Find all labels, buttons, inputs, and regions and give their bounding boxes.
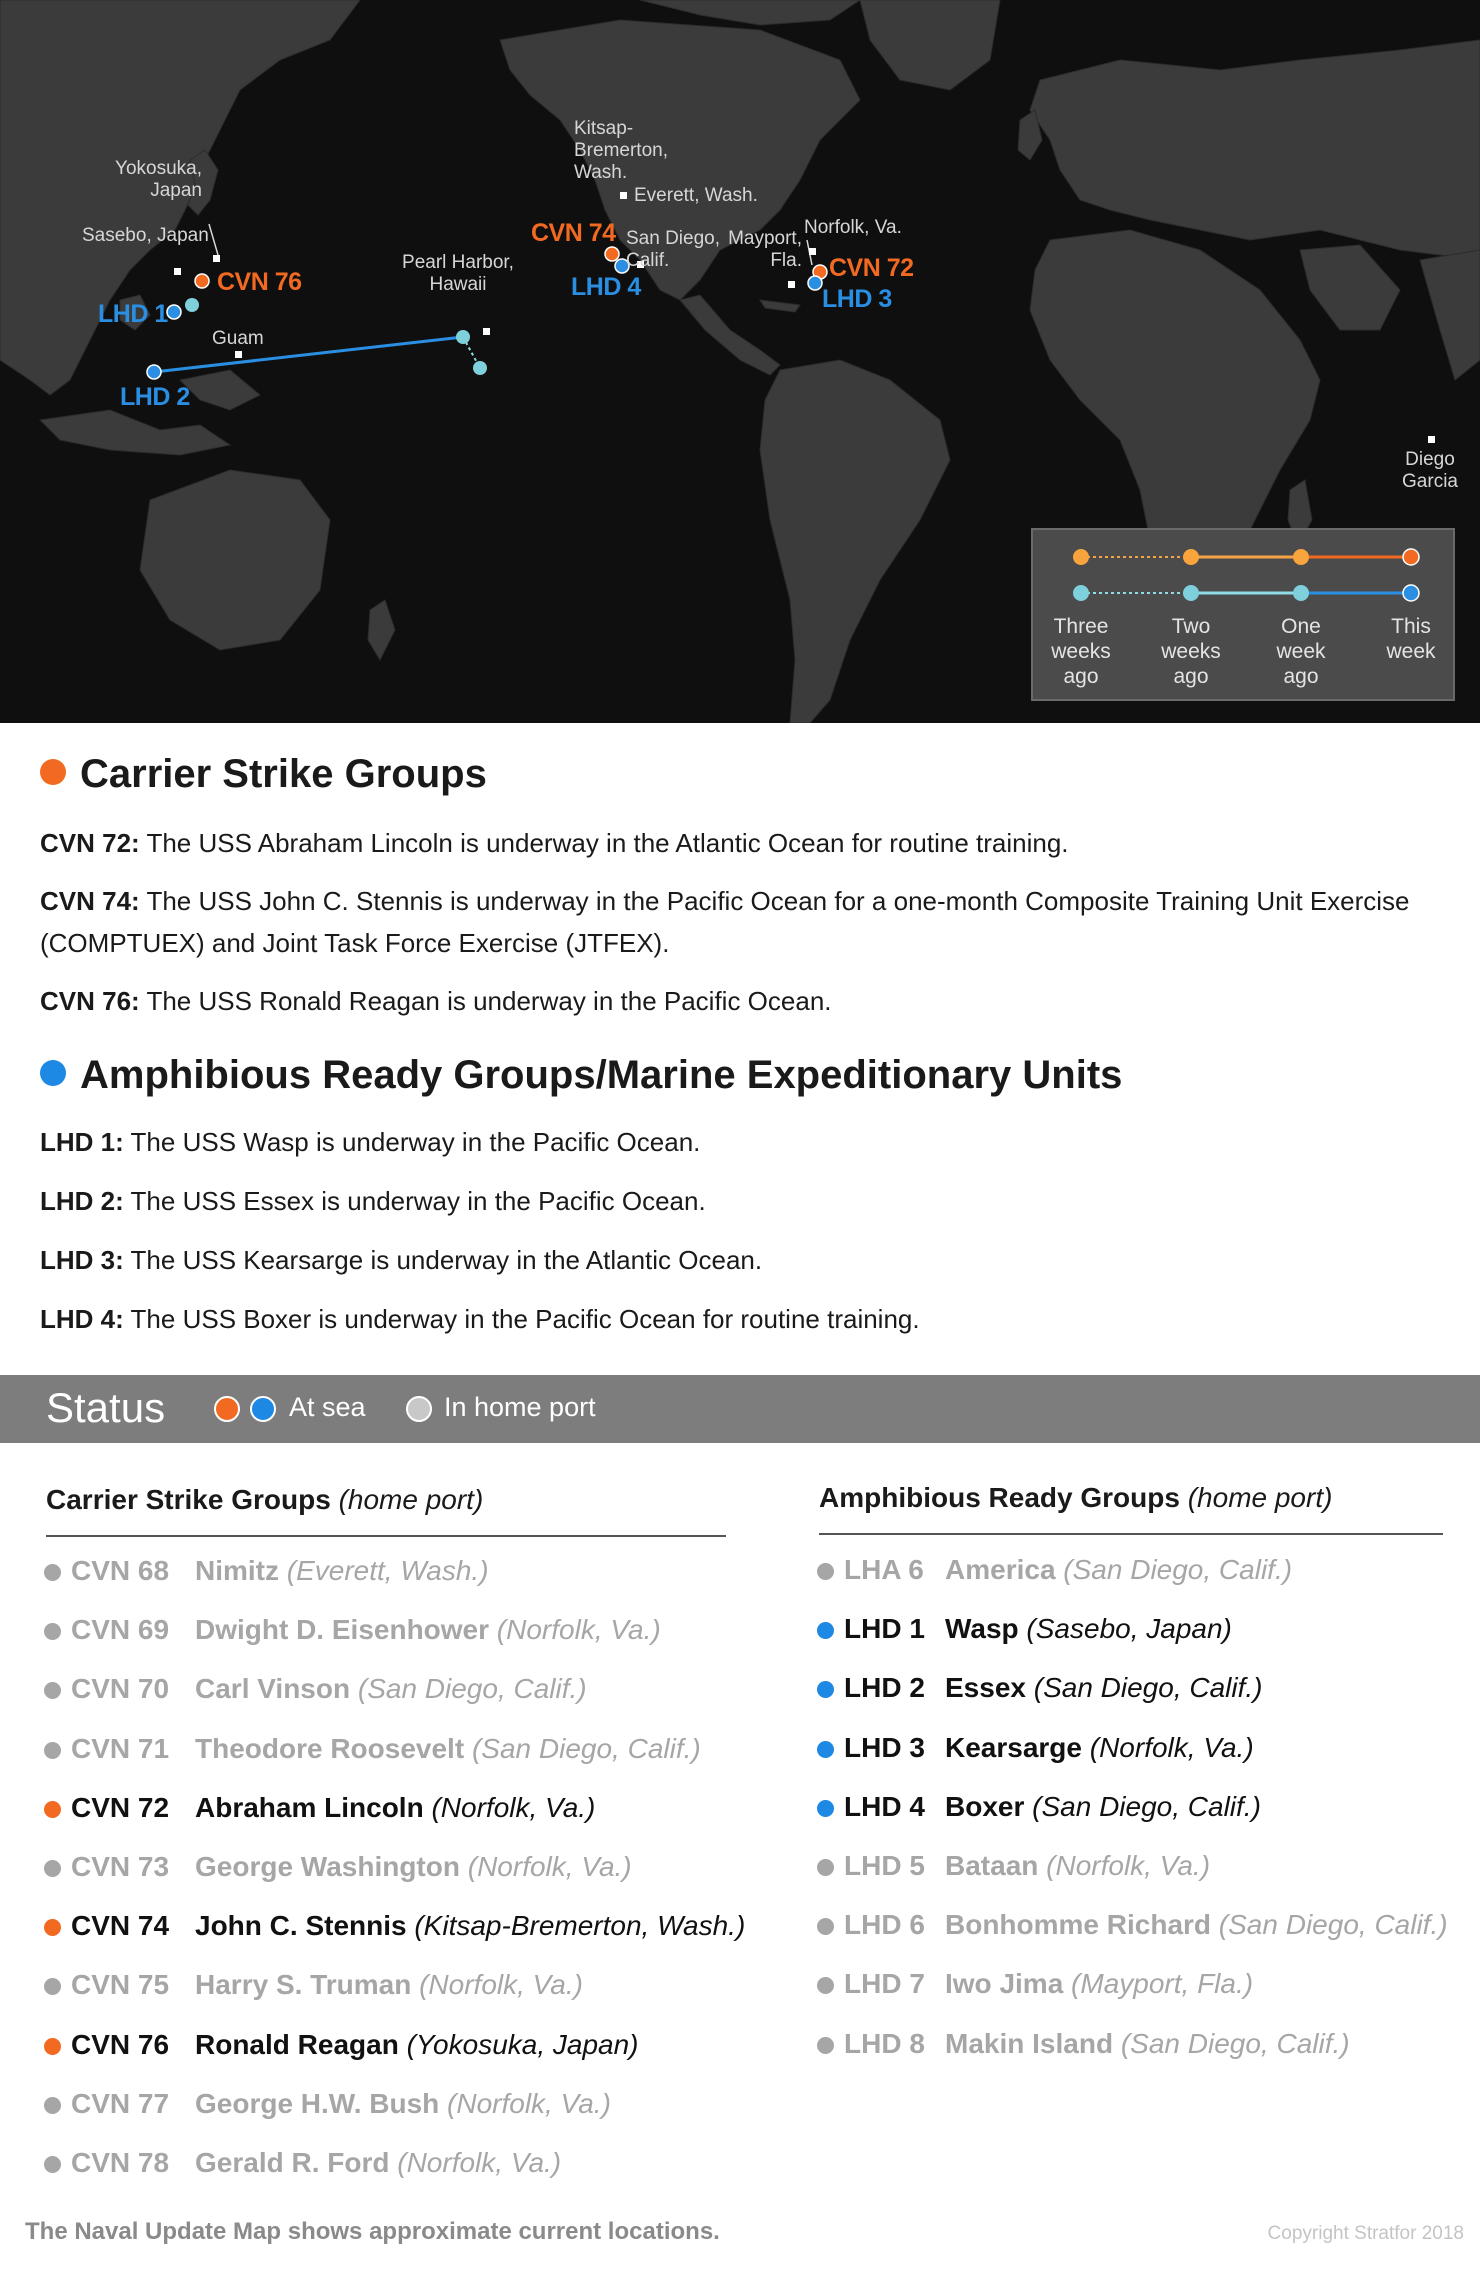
hull-code: CVN 68 (71, 1555, 170, 1586)
label-yokosuka: Yokosuka, Japan (115, 158, 202, 201)
hull-code: LHD 1 (844, 1613, 925, 1645)
ship-name: Iwo Jima (Mayport, Fla.) (945, 1968, 1254, 2000)
hull-code: CVN 70 (71, 1673, 170, 1705)
amphib-section-heading (40, 1053, 1122, 1098)
home-port: (San Diego, Calif.) (1211, 1909, 1448, 1941)
roster-row (44, 2025, 744, 2065)
lhd2-track-point-3 (473, 361, 487, 375)
ship-label-lhd2: LHD 2 (120, 383, 190, 411)
roster-row (817, 1846, 1480, 1886)
roster-row (817, 1609, 1480, 1649)
hull-code: LHD 4 (844, 1790, 925, 1822)
roster-row (817, 1728, 1480, 1768)
ship-label-cvn74: CVN 74 (531, 219, 616, 247)
carrier-section-heading (40, 752, 487, 797)
label-mayport: Mayport, Fla. (728, 228, 802, 271)
roster-row (817, 2024, 1480, 2064)
naval-map (0, 0, 1480, 723)
cvn74-marker (605, 247, 619, 261)
hull-code: CVN 73 (71, 1851, 170, 1882)
port-marker-everett (620, 192, 627, 199)
port-marker-diego-garcia (1428, 436, 1435, 443)
status-dot (44, 1623, 61, 1640)
status-dot (44, 1682, 61, 1699)
footer-note: The Naval Update Map shows approximate current locations. (25, 2218, 720, 2245)
legend-label-two-weeks: Two weeks ago (1161, 615, 1221, 688)
cvn76-marker (195, 274, 209, 288)
ship-name: America (San Diego, Calif.) (945, 1554, 1293, 1585)
status-dot (44, 1564, 61, 1581)
legend-label-this-week: This week (1386, 615, 1436, 663)
port-marker-sasebo (174, 268, 181, 275)
port-marker-norfolk (809, 248, 816, 255)
lhd1-prev-marker (185, 298, 199, 312)
ship-name: Kearsarge (Norfolk, Va.) (945, 1731, 1254, 1763)
ship-name: Theodore Roosevelt (San Diego, Calif.) (195, 1732, 701, 1764)
ship-name: Boxer (San Diego, Calif.) (945, 1790, 1261, 1822)
home-port: (San Diego, Calif.) (1055, 1554, 1293, 1585)
label-diego-garcia: Diego Garcia (1402, 449, 1458, 492)
status-dot (817, 1918, 834, 1935)
ship-label-lhd4: LHD 4 (571, 273, 641, 301)
label-pearl-harbor: Pearl Harbor, Hawaii (402, 252, 514, 295)
hull-code: LHD 6 (844, 1909, 925, 1941)
hull-code: CVN 76 (71, 2028, 170, 2060)
home-port: (Mayport, Fla.) (1063, 1968, 1254, 2000)
home-port: (Kitsap-Bremerton, Wash.) (406, 1910, 746, 1942)
at-sea-label: At sea (289, 1392, 366, 1422)
hull-code: LHD 5 (844, 1850, 925, 1881)
status-bar (0, 1375, 1480, 1443)
hull-code: CVN 77 (71, 2087, 170, 2119)
at-sea-carrier-dot (214, 1396, 240, 1422)
label-kitsap: Kitsap- Bremerton, Wash. (574, 118, 668, 183)
lhd2-track-point-1 (147, 365, 161, 379)
hull-code: CVN 75 (71, 1969, 170, 2001)
hull-code: LHD 3 (844, 1731, 925, 1763)
ship-label-cvn72: CVN 72 (829, 254, 914, 282)
amphib-list-rule (819, 1533, 1443, 1535)
home-port: (Norfolk, Va.) (411, 1969, 583, 2001)
amphib-list-heading: Amphibious Ready Groups (home port) (819, 1482, 1333, 1513)
ship-name: George H.W. Bush (Norfolk, Va.) (195, 2087, 611, 2119)
status-dot (817, 1800, 834, 1817)
status-dot (44, 1860, 61, 1877)
ship-name: Harry S. Truman (Norfolk, Va.) (195, 1969, 583, 2001)
home-port: (Norfolk, Va.) (439, 2087, 611, 2119)
home-port: (San Diego, Calif.) (1113, 2027, 1350, 2059)
home-port: (Norfolk, Va.) (459, 1851, 632, 1882)
status-dot (44, 1919, 61, 1936)
status-dot (817, 1622, 834, 1639)
label-everett: Everett, Wash. (634, 185, 758, 206)
roster-row (44, 1906, 744, 1946)
map-legend (1031, 528, 1455, 701)
roster-row (44, 1610, 744, 1650)
roster-row (44, 1965, 744, 2005)
roster-row (44, 1729, 744, 1769)
home-port: (Norfolk, Va.) (389, 2147, 562, 2178)
status-title: Status (46, 1384, 166, 1431)
ship-name: George Washington (Norfolk, Va.) (195, 1851, 632, 1882)
carrier-list-heading: Carrier Strike Groups (home port) (46, 1484, 484, 1515)
roster-row (44, 2084, 744, 2124)
home-port: (Yokosuka, Japan) (398, 2028, 639, 2060)
label-sasebo: Sasebo, Japan (82, 225, 209, 246)
copyright: Copyright Stratfor 2018 (1267, 2223, 1464, 2244)
amphib-desc-lhd2: LHD 2: The USS Essex is underway in the Pacific Ocean. (40, 1186, 706, 1216)
roster-row (817, 1964, 1480, 2004)
home-port-dot (406, 1396, 432, 1422)
status-dot (817, 1563, 834, 1580)
label-norfolk: Norfolk, Va. (804, 217, 902, 238)
home-port: (Norfolk, Va.) (423, 1791, 596, 1823)
amphib-desc-lhd3: LHD 3: The USS Kearsarge is underway in the Atlantic Ocean. (40, 1245, 763, 1275)
carrier-heading-text: Carrier Strike Groups (80, 752, 487, 796)
ship-label-lhd1: LHD 1 (98, 300, 168, 328)
ship-name: Essex (San Diego, Calif.) (945, 1672, 1263, 1704)
ship-name: John C. Stennis (Kitsap-Bremerton, Wash.) (195, 1910, 746, 1942)
amphib-color-dot (40, 1060, 66, 1086)
status-dot (44, 1978, 61, 1995)
hull-code: CVN 71 (71, 1732, 170, 1764)
ship-name: Ronald Reagan (Yokosuka, Japan) (195, 2028, 639, 2060)
legend-label-three-weeks: Three weeks ago (1051, 615, 1111, 688)
hull-code: LHD 7 (844, 1968, 925, 2000)
carrier-desc-cvn72: CVN 72: The USS Abraham Lincoln is underway in the Atlantic Ocean for routine training. (40, 828, 1069, 858)
status-dot (44, 2097, 61, 2114)
roster-row (44, 1551, 744, 1591)
roster-row (44, 1788, 744, 1828)
home-port: (Norfolk, Va.) (489, 1614, 661, 1646)
port-marker-guam (235, 351, 242, 358)
home-port: (San Diego, Calif.) (1025, 1672, 1263, 1704)
roster-row (44, 1669, 744, 1709)
status-dot (44, 2038, 61, 2055)
lhd2-track-point-2 (456, 330, 470, 344)
home-port: (Norfolk, Va.) (1081, 1731, 1254, 1763)
status-dot (817, 1977, 834, 1994)
status-dot (44, 1801, 61, 1818)
hull-code: CVN 69 (71, 1614, 170, 1646)
amphib-desc-lhd1: LHD 1: The USS Wasp is underway in the Pacific Ocean. (40, 1127, 701, 1157)
home-port: (San Diego, Calif.) (464, 1732, 701, 1764)
ship-label-lhd3: LHD 3 (822, 285, 892, 313)
roster-row (817, 1905, 1480, 1945)
label-guam: Guam (212, 328, 264, 349)
home-port: (Norfolk, Va.) (1038, 1850, 1211, 1881)
home-port: (Sasebo, Japan) (1018, 1613, 1232, 1645)
roster-row (817, 1787, 1480, 1827)
ship-name: Abraham Lincoln (Norfolk, Va.) (195, 1791, 596, 1823)
home-port: (San Diego, Calif.) (1024, 1790, 1261, 1822)
amphib-heading-text: Amphibious Ready Groups/Marine Expeditionary Units (80, 1053, 1123, 1097)
status-dot (817, 1859, 834, 1876)
legend-label-one-week: One week ago (1276, 615, 1326, 688)
status-dot (44, 2156, 61, 2173)
ship-name: Nimitz (Everett, Wash.) (195, 1555, 489, 1586)
ship-name: Carl Vinson (San Diego, Calif.) (195, 1673, 587, 1705)
ship-name: Makin Island (San Diego, Calif.) (945, 2027, 1350, 2059)
ship-name: Bataan (Norfolk, Va.) (945, 1850, 1211, 1881)
home-port: (Everett, Wash.) (279, 1555, 489, 1586)
label-san-diego: San Diego, Calif. (626, 228, 721, 271)
hull-code: CVN 72 (71, 1791, 170, 1823)
hull-code: LHA 6 (844, 1554, 924, 1585)
roster-row (44, 1847, 744, 1887)
ship-name: Gerald R. Ford (Norfolk, Va.) (195, 2147, 562, 2178)
hull-code: LHD 8 (844, 2027, 925, 2059)
carrier-color-dot (40, 759, 66, 785)
hull-code: LHD 2 (844, 1672, 925, 1704)
port-marker-pearl (483, 328, 490, 335)
carrier-desc-cvn74: CVN 74: The USS John C. Stennis is underway in the Pacific Ocean for a one-month Composite Training Unit Exercise (COMPTUEX) and Joint Task Force Exercise (JTFEX). (40, 886, 1410, 958)
status-dot (44, 1742, 61, 1759)
home-port-label: In home port (444, 1392, 596, 1422)
roster-row (44, 2143, 744, 2183)
roster-row (817, 1550, 1480, 1590)
hull-code: CVN 78 (71, 2147, 170, 2178)
ship-name: Bonhomme Richard (San Diego, Calif.) (945, 1909, 1448, 1941)
carrier-desc-cvn76: CVN 76: The USS Ronald Reagan is underway in the Pacific Ocean. (40, 986, 832, 1016)
status-dot (817, 1681, 834, 1698)
ship-name: Wasp (Sasebo, Japan) (945, 1613, 1232, 1645)
port-marker-yokosuka (213, 255, 220, 262)
hull-code: CVN 74 (71, 1910, 170, 1942)
amphib-desc-lhd4: LHD 4: The USS Boxer is underway in the Pacific Ocean for routine training. (40, 1304, 920, 1334)
lhd1-marker (167, 305, 181, 319)
home-port: (San Diego, Calif.) (350, 1673, 587, 1705)
roster-row (817, 1668, 1480, 1708)
status-dot (817, 2037, 834, 2054)
at-sea-amphib-dot (250, 1396, 276, 1422)
carrier-list-rule (46, 1535, 726, 1537)
port-marker-mayport (788, 281, 795, 288)
lhd3-marker (808, 276, 822, 290)
ship-label-cvn76: CVN 76 (217, 268, 302, 296)
status-dot (817, 1741, 834, 1758)
ship-name: Dwight D. Eisenhower (Norfolk, Va.) (195, 1614, 661, 1646)
